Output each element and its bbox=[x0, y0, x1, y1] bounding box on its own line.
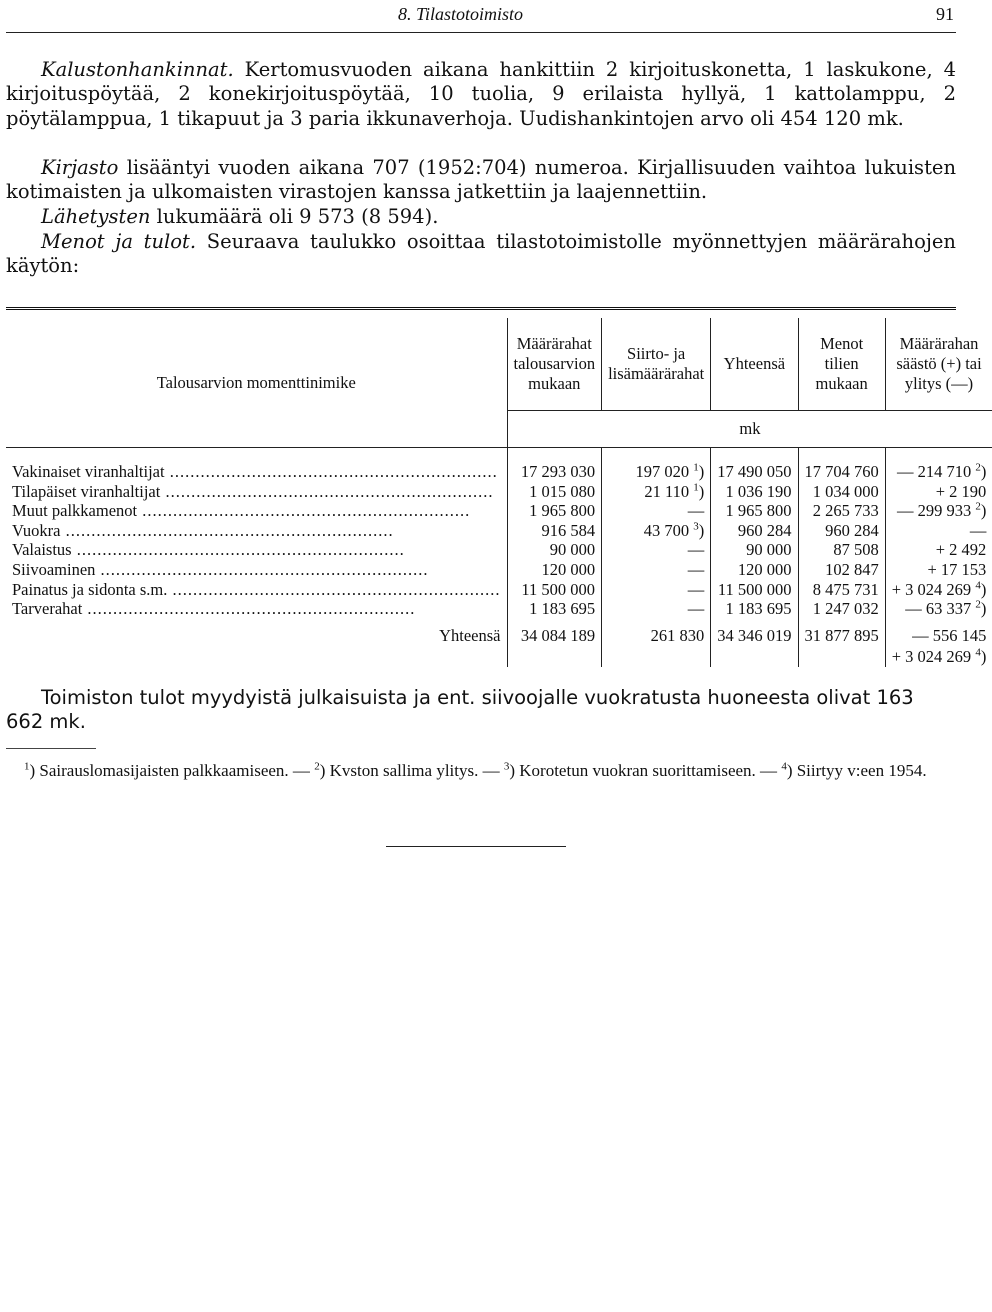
row-total: 1 036 190 bbox=[711, 482, 798, 502]
table-row bbox=[6, 462, 992, 482]
total-budget: 34 084 189 bbox=[507, 619, 602, 647]
paragraph-lead: Lähetysten bbox=[41, 205, 151, 228]
row-budget: 916 584 bbox=[507, 521, 602, 541]
paragraph-text: Kertomusvuoden aikana hankittiin 2 kirjoituskonetta, 1 laskukone, 4 kirjoituspöytää, 2 konekirjoituspöytää, 10 tuolia, 9 erilaista hyllyä, 1 kattolamppu, 2 pöytälamppua, 1 tikapuut ja 3 paria ikkunaverhoja. Uudishankintojen arvo oli 454 120 mk. bbox=[6, 58, 956, 130]
row-budget: 90 000 bbox=[507, 540, 602, 560]
row-total: 90 000 bbox=[711, 540, 798, 560]
row-total: 960 284 bbox=[711, 521, 798, 541]
row-expenses: 1 034 000 bbox=[798, 482, 885, 502]
paragraph-lead: Kalustonhankinnat. bbox=[41, 58, 234, 81]
paragraph-text: lisääntyi vuoden aikana 707 (1952:704) numeroa. Kirjallisuuden vaihtoa lukuisten kotimaisten ja ulkomaisten virastojen kanssa jatkettiin ja laajennettiin. bbox=[6, 156, 956, 204]
row-transfers: — bbox=[602, 599, 711, 619]
paragraph-expenses bbox=[6, 230, 956, 279]
row-transfers: — bbox=[602, 580, 711, 600]
row-expenses: 17 704 760 bbox=[798, 462, 885, 482]
table-row bbox=[6, 560, 992, 580]
row-transfers: — bbox=[602, 501, 711, 521]
row-total: 1 965 800 bbox=[711, 501, 798, 521]
table-top-rule bbox=[6, 307, 956, 310]
row-saving: — 214 710 $^2$) bbox=[896, 461, 987, 481]
table-row bbox=[6, 580, 992, 600]
table-row bbox=[6, 482, 992, 502]
row-name: Siivoaminen ..... bbox=[6, 560, 507, 580]
paragraph-shipments bbox=[41, 205, 956, 229]
total-expenses: 31 877 895 bbox=[798, 619, 885, 647]
row-total: 17 490 050 bbox=[711, 462, 798, 482]
row-budget: 1 015 080 bbox=[507, 482, 602, 502]
total-label: Yhteensä bbox=[6, 619, 507, 647]
page-number: 91 bbox=[936, 4, 954, 24]
row-saving: + 2 492 bbox=[935, 540, 987, 560]
row-transfers: — bbox=[602, 560, 711, 580]
row-name: Tarverahat ..... bbox=[6, 599, 507, 619]
row-name: Painatus ja sidonta s.m. ..... bbox=[6, 580, 507, 600]
row-name: Tilapäiset viranhaltijat ..... bbox=[6, 482, 507, 502]
row-saving: — 63 337 $^2$) bbox=[905, 598, 987, 619]
row-name: Valaistus ..... bbox=[6, 540, 507, 560]
row-expenses: 1 247 032 bbox=[798, 599, 885, 619]
row-saving: + 2 190 bbox=[935, 481, 987, 501]
page-header bbox=[0, 4, 960, 26]
row-expenses: 102 847 bbox=[798, 560, 885, 580]
header-transfers: Siirto- ja lisämäärärahat bbox=[602, 318, 711, 411]
row-name: Muut palkkamenot ..... bbox=[6, 501, 507, 521]
paragraph-lead: Menot ja tulot. bbox=[41, 230, 197, 253]
unit-label: mk bbox=[507, 411, 992, 448]
row-expenses: 8 475 731 bbox=[798, 580, 885, 600]
income-paragraph: Toimiston tulot myydyistä julkaisuista ja ent. siivoojalle vuokratusta huoneesta olivat 163 662 mk. bbox=[6, 686, 914, 734]
row-transfers: 197 020 $^1$) bbox=[602, 462, 711, 482]
row-total: 11 500 000 bbox=[711, 580, 798, 600]
row-transfers: 43 700 $^3$) bbox=[602, 521, 711, 541]
table-row bbox=[6, 521, 992, 541]
header-total: Yhteensä bbox=[711, 318, 798, 411]
table-row bbox=[6, 599, 992, 619]
table-total-row-2 bbox=[6, 647, 992, 667]
header-item-name: Talousarvion momenttinimike bbox=[6, 318, 507, 448]
row-saving: — 299 933 $^2$) bbox=[896, 500, 987, 521]
header-saving: Määrärahan säästö (+) tai ylitys (—) bbox=[896, 334, 982, 393]
row-name: Vuokra ..... bbox=[6, 521, 507, 541]
row-budget: 120 000 bbox=[507, 560, 602, 580]
row-expenses: 2 265 733 bbox=[798, 501, 885, 521]
row-saving: + 3 024 269 $^4$) bbox=[891, 579, 987, 599]
total-sum: 34 346 019 bbox=[711, 619, 798, 647]
row-budget: 11 500 000 bbox=[507, 580, 602, 600]
appropriations-table bbox=[6, 318, 992, 667]
header-budget: Määrärahat talousarvion mukaan bbox=[507, 318, 602, 411]
running-title: 8. Tilastotoimisto bbox=[398, 4, 524, 24]
table-body bbox=[6, 462, 992, 619]
row-total: 1 183 695 bbox=[711, 599, 798, 619]
row-budget: 1 965 800 bbox=[507, 501, 602, 521]
row-transfers: 21 110 $^1$) bbox=[602, 482, 711, 502]
paragraph-text: lukumäärä oli 9 573 (8 594). bbox=[150, 205, 439, 228]
footnote-rule bbox=[6, 748, 96, 749]
end-rule bbox=[386, 846, 566, 847]
table-row bbox=[6, 540, 992, 560]
row-saving: + 17 153 bbox=[927, 559, 987, 579]
row-expenses: 87 508 bbox=[798, 540, 885, 560]
row-name: Vakinaiset viranhaltijat ..... bbox=[6, 462, 507, 482]
paragraph-lead: Kirjasto bbox=[41, 156, 119, 179]
total-overrun: + 3 024 269 $^4$) bbox=[891, 646, 987, 666]
total-saving: — 556 145 bbox=[912, 625, 987, 645]
table-row bbox=[6, 501, 992, 521]
table-header-row bbox=[6, 318, 992, 411]
footnotes: $^1$) Sairauslomasijaisten palkkaamiseen. — $^2$) Kvston sallima ylitys. — $^3$) Korotetun vuokran suorittamiseen. — $^4$) Siirtyy v:een 1954. bbox=[24, 760, 927, 780]
paragraph-text: Seuraava taulukko osoittaa tilastotoimistolle myönnettyjen määrärahojen käytön: bbox=[6, 230, 956, 278]
row-budget: 17 293 030 bbox=[507, 462, 602, 482]
paragraph-equipment bbox=[6, 58, 956, 131]
row-total: 120 000 bbox=[711, 560, 798, 580]
row-expenses: 960 284 bbox=[798, 521, 885, 541]
row-saving: — bbox=[969, 520, 987, 540]
header-expenses: Menot tilien mukaan bbox=[798, 318, 885, 411]
row-transfers: — bbox=[602, 540, 711, 560]
total-transfers: 261 830 bbox=[602, 619, 711, 647]
paragraph-library bbox=[6, 156, 956, 205]
row-budget: 1 183 695 bbox=[507, 599, 602, 619]
header-rule bbox=[6, 32, 956, 33]
table-total-row bbox=[6, 619, 992, 647]
